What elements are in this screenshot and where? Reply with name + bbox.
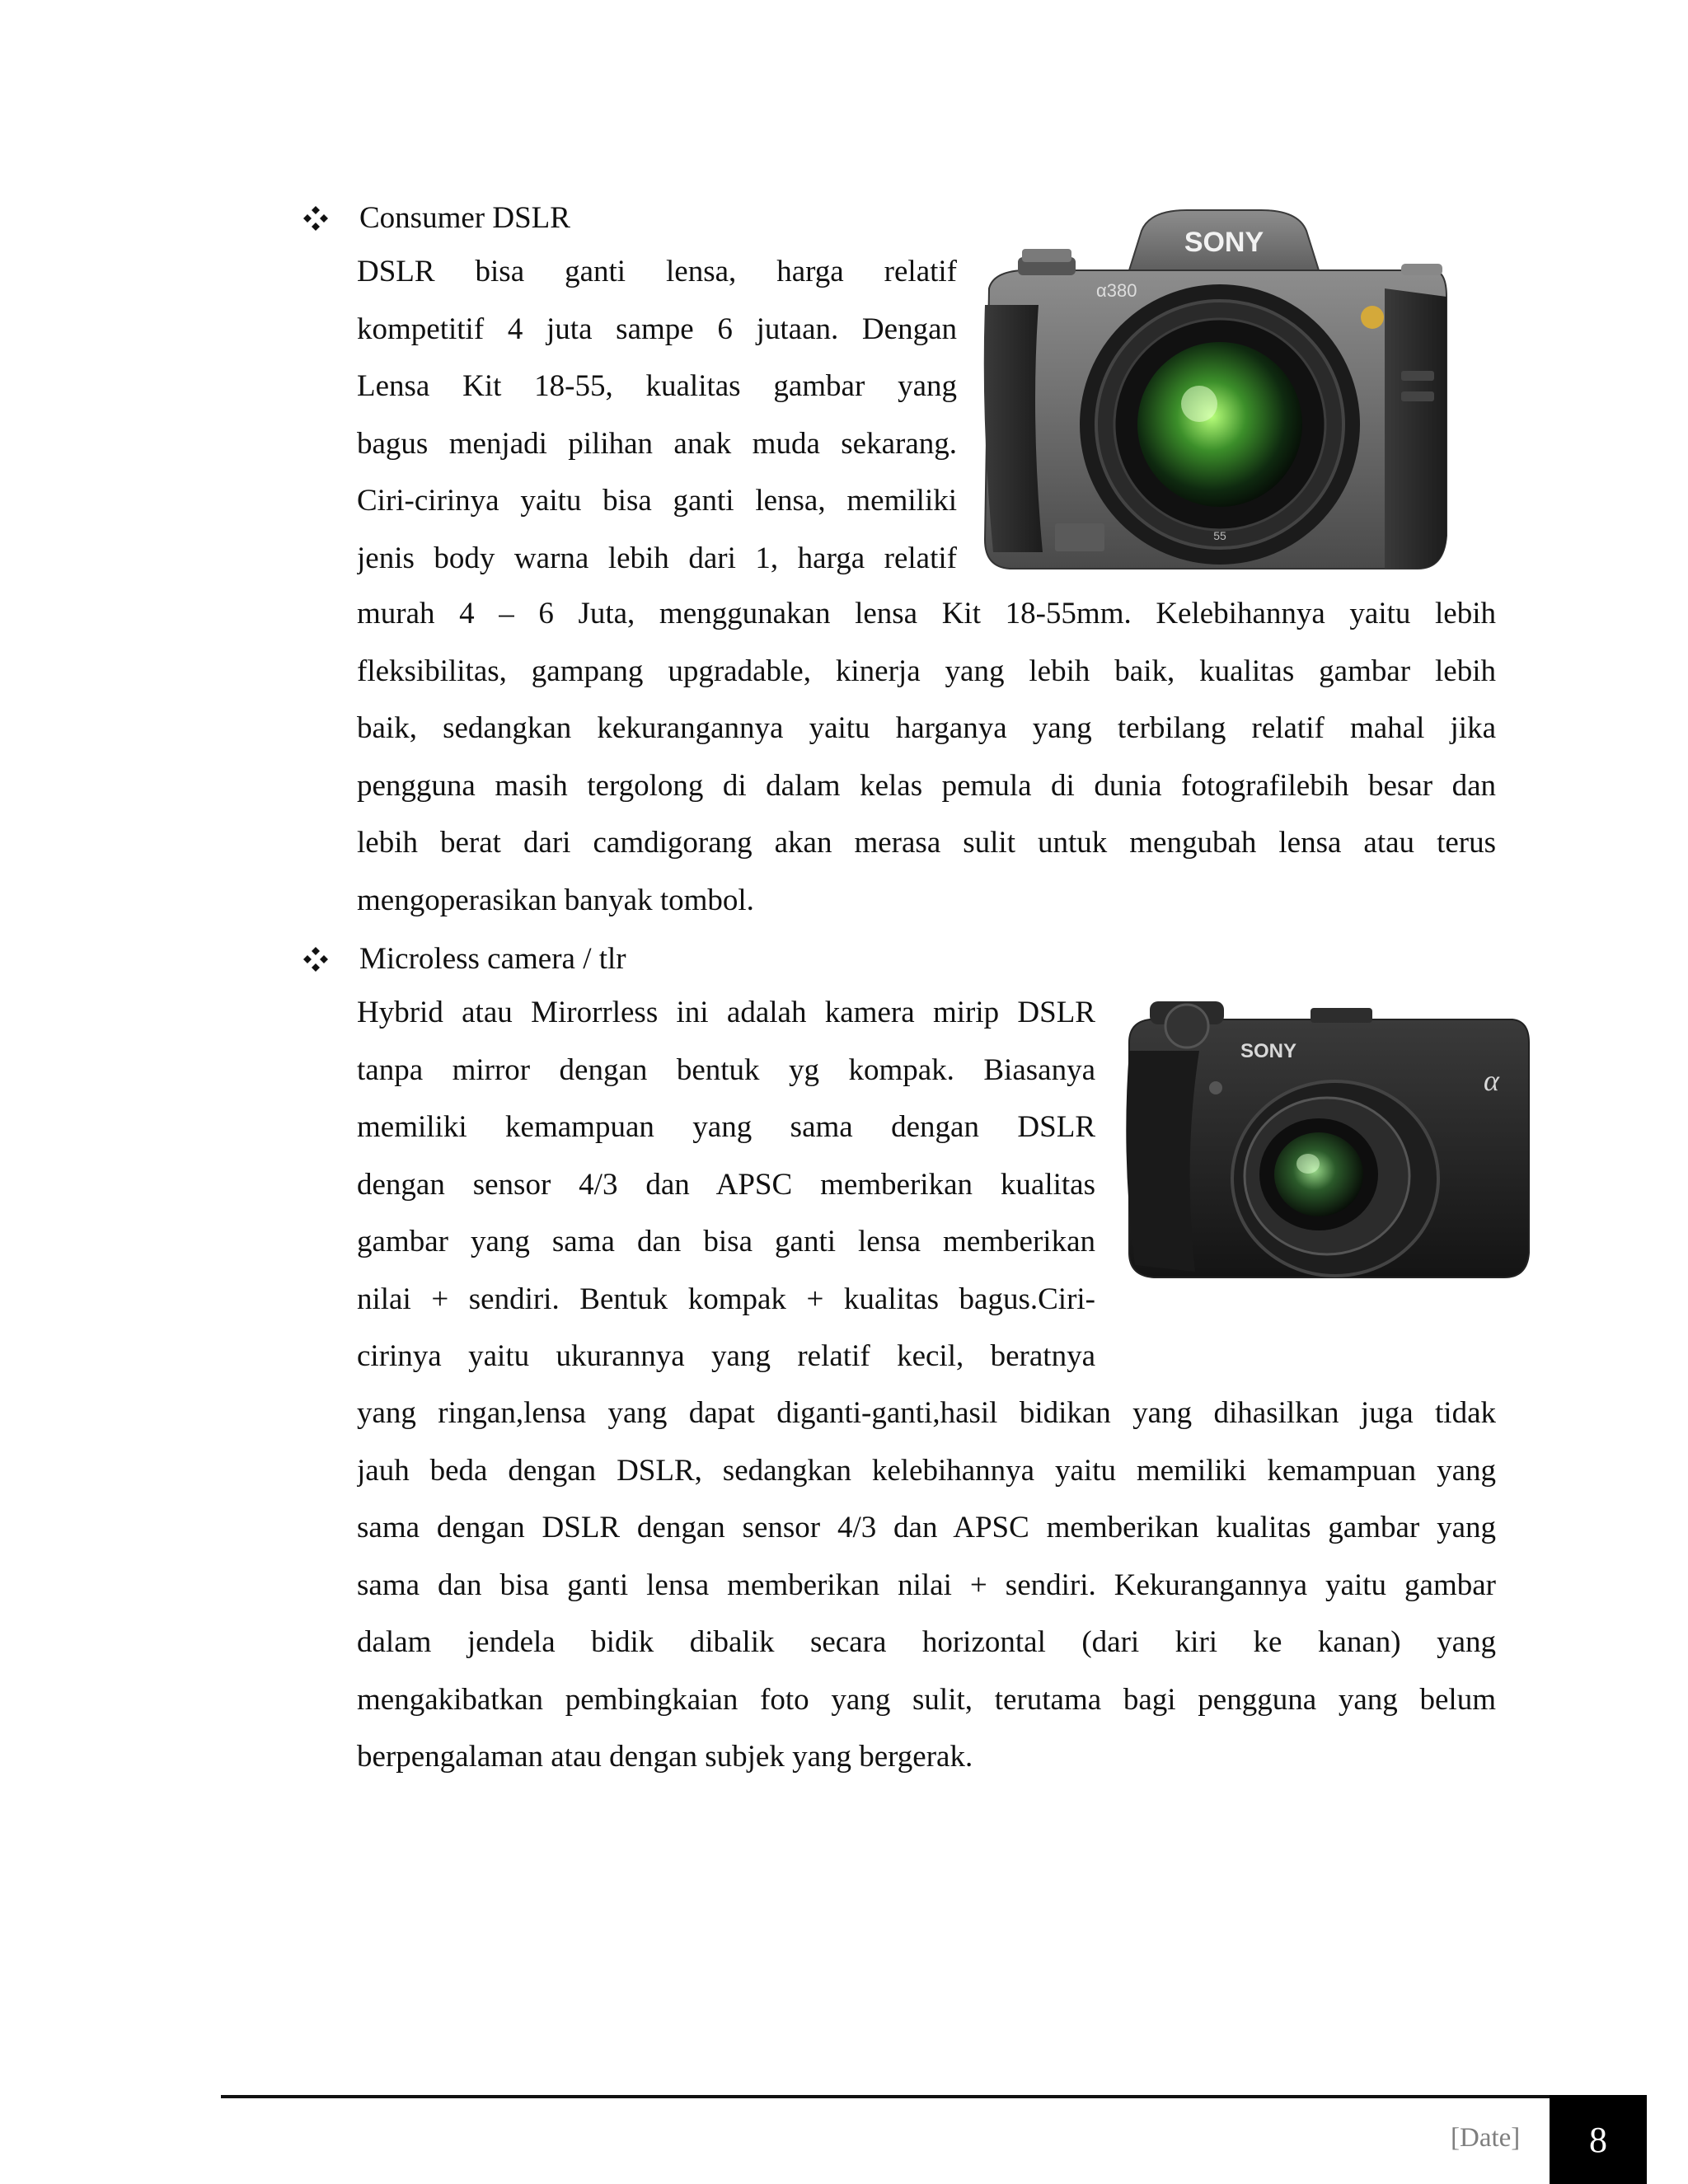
text-line: murah 4 – 6 Juta, menggunakan lensa Kit 18-55mm. Kelebihannya yaitu lebih: [357, 597, 1496, 630]
text-line: memiliki kemampuan yang sama dengan DSLR: [357, 1110, 1095, 1144]
text-line: mengakibatkan pembingkaian foto yang sulit, terutama bagi pengguna yang belum: [357, 1682, 1496, 1717]
text-line: sama dan bisa ganti lensa memberikan nilai + sendiri. Kekurangannya yaitu gambar: [357, 1568, 1496, 1602]
dslr-camera-image: [973, 206, 1451, 577]
text-line: dalam jendela bidik dibalik secara horizontal (dari kiri ke kanan) yang: [357, 1625, 1496, 1659]
camera-model: α380: [1096, 280, 1137, 301]
bullet-consumer-dslr: [302, 203, 570, 233]
text-line: baik, sedangkan kekurangannya yaitu harganya yang terbilang relatif mahal jika: [357, 711, 1496, 745]
text-line: yang ringan,lensa yang dapat diganti-ganti,hasil bidikan yang dihasilkan juga tidak: [357, 1396, 1496, 1430]
text-line: bagus menjadi pilihan anak muda sekarang.: [357, 426, 957, 461]
camera-model: α: [1484, 1064, 1499, 1097]
section1-paragraph-narrow: [357, 243, 957, 587]
section-title: Microless camera / tlr: [359, 942, 626, 976]
mirrorless-camera-image: [1117, 993, 1533, 1310]
text-line: lebih berat dari camdigorang akan merasa sulit untuk mengubah lensa atau terus: [357, 826, 1496, 860]
text-line: nilai + sendiri. Bentuk kompak + kualitas bagus.Ciri-: [357, 1282, 1095, 1316]
bullet-mirrorless-camera: [302, 944, 626, 974]
text-line: Hybrid atau Mirorrless ini adalah kamera mirip DSLR: [357, 996, 1095, 1029]
text-line: kompetitif 4 juta sampe 6 jutaan. Dengan: [357, 312, 957, 346]
text-line: cirinya yaitu ukurannya yang relatif kecil, beratnya: [357, 1339, 1095, 1373]
text-line: fleksibilitas, gampang upgradable, kinerja yang lebih baik, kualitas gambar lebih: [357, 654, 1496, 688]
text-line: dengan sensor 4/3 dan APSC memberikan kualitas: [357, 1167, 1095, 1202]
section2-paragraph-narrow: [357, 984, 1095, 1385]
diamond-bullet-icon: [302, 945, 330, 973]
text-line: gambar yang sama dan bisa ganti lensa memberikan: [357, 1225, 1095, 1258]
text-line: berpengalaman atau dengan subjek yang bergerak.: [357, 1740, 973, 1774]
camera-brand: SONY: [1240, 1040, 1297, 1062]
text-line: mengoperasikan banyak tombol.: [357, 883, 754, 917]
text-line: jauh beda dengan DSLR, sedangkan kelebihannya yaitu memiliki kemampuan yang: [357, 1453, 1496, 1488]
diamond-bullet-icon: [302, 204, 330, 232]
text-line: tanpa mirror dengan bentuk yg kompak. Biasanya: [357, 1052, 1095, 1087]
footer-date: [Date]: [1451, 2123, 1521, 2153]
text-line: sama dengan DSLR dengan sensor 4/3 dan APSC memberikan kualitas gambar yang: [357, 1511, 1496, 1544]
text-line: Ciri-cirinya yaitu bisa ganti lensa, memiliki: [357, 484, 957, 518]
text-line: DSLR bisa ganti lensa, harga relatif: [357, 255, 957, 288]
section-title: Consumer DSLR: [359, 201, 570, 235]
text-line: Lensa Kit 18-55, kualitas gambar yang: [357, 369, 957, 403]
text-line: jenis body warna lebih dari 1, harga relatif: [357, 541, 957, 575]
text-line: pengguna masih tergolong di dalam kelas pemula di dunia fotografilebih besar dan: [357, 768, 1496, 803]
footer-divider: [221, 2095, 1550, 2098]
section2-paragraph-wide: [357, 1385, 1496, 1786]
page-number-box: [1550, 2095, 1647, 2184]
camera-brand: SONY: [1184, 227, 1264, 258]
svg-text:55: 55: [1213, 529, 1226, 542]
page-number: 8: [1589, 2119, 1607, 2160]
section1-paragraph-wide: [357, 585, 1496, 929]
